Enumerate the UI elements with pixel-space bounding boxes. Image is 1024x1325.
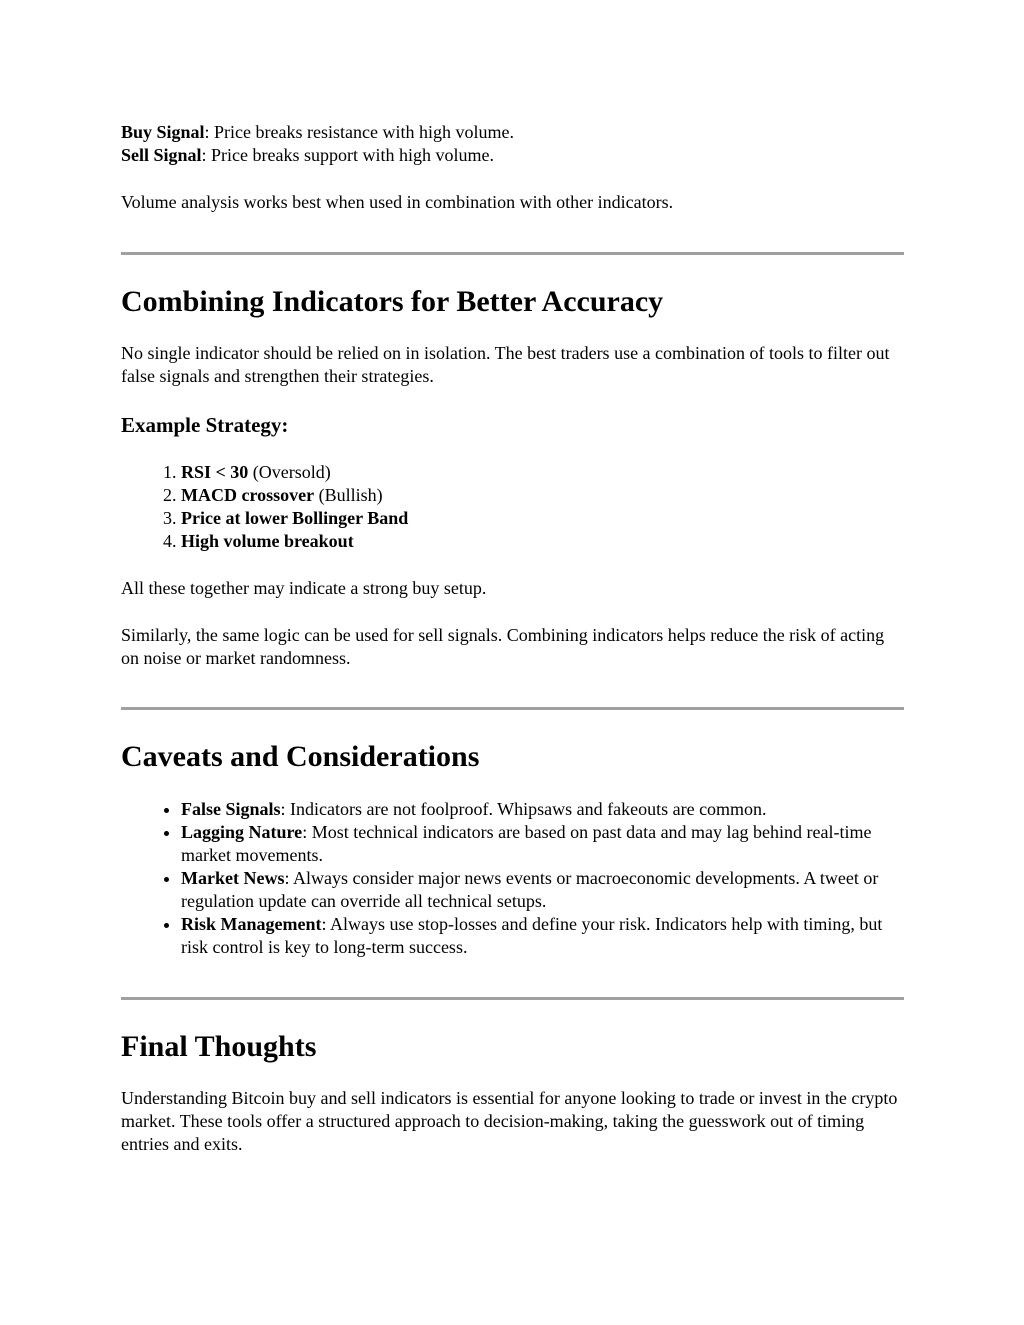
combining-heading: Combining Indicators for Better Accuracy [121,285,664,318]
caveats-list [121,798,904,959]
caveat-item [181,867,904,913]
strategy-summary: All these together may indicate a strong buy setup. [121,578,487,598]
strategy-step [181,530,904,553]
strategy-step-bold: High volume breakout [181,531,354,551]
strategy-step-bold: Price at lower Bollinger Band [181,508,409,528]
section-divider-2 [121,707,904,710]
caveat-item-text: : Indicators are not foolproof. Whipsaws and fakeouts are common. [280,799,767,819]
strategy-step-text: (Bullish) [314,485,383,505]
caveats-list-wrap [121,798,904,959]
sell-signal-line [121,144,904,167]
sell-signal-text: : Price breaks support with high volume. [201,145,494,165]
strategy-step-text: (Oversold) [248,462,331,482]
caveat-item [181,821,904,867]
section-divider-3 [121,997,904,1000]
final-body: Understanding Bitcoin buy and sell indicators is essential for anyone looking to trade or invest in the crypto market. These tools offer a structured approach to decision-making, taking the guesswork out of timing entries and exits. [121,1088,898,1154]
strategy-step [181,484,904,507]
caveat-item-bold: Lagging Nature [181,822,303,842]
caveat-item-text: : Most technical indicators are based on past data and may lag behind real-time market movements. [181,822,872,865]
caveats-heading: Caveats and Considerations [121,740,480,773]
caveat-item-bold: Market News [181,868,285,888]
combining-intro: No single indicator should be relied on in isolation. The best traders use a combination of tools to filter out false signals and strengthen their strategies. [121,343,890,386]
combining-closing: Similarly, the same logic can be used for sell signals. Combining indicators helps reduce the risk of acting on noise or market randomness. [121,625,885,668]
volume-signals [121,121,904,167]
caveat-item-text: : Always use stop-losses and define your risk. Indicators help with timing, but risk control is key to long-term success. [181,914,883,957]
caveat-item [181,913,904,959]
strategy-list [121,461,904,553]
strategy-step [181,507,904,530]
buy-signal-line [121,121,904,144]
strategy-step [181,461,904,484]
section-divider-1 [121,252,904,255]
example-strategy-heading: Example Strategy: [121,413,289,437]
final-heading: Final Thoughts [121,1030,317,1063]
buy-signal-text: : Price breaks resistance with high volume. [204,122,514,142]
volume-note: Volume analysis works best when used in combination with other indicators. [121,192,674,212]
strategy-step-bold: MACD crossover [181,485,315,505]
caveat-item [181,798,904,821]
sell-signal-label: Sell Signal [121,145,202,165]
strategy-step-bold: RSI < 30 [181,462,249,482]
caveat-item-bold: Risk Management [181,914,322,934]
caveat-item-text: : Always consider major news events or macroeconomic developments. A tweet or regulation update can override all technical setups. [181,868,879,911]
strategy-list-wrap [121,461,904,553]
caveat-item-bold: False Signals [181,799,281,819]
buy-signal-label: Buy Signal [121,122,205,142]
